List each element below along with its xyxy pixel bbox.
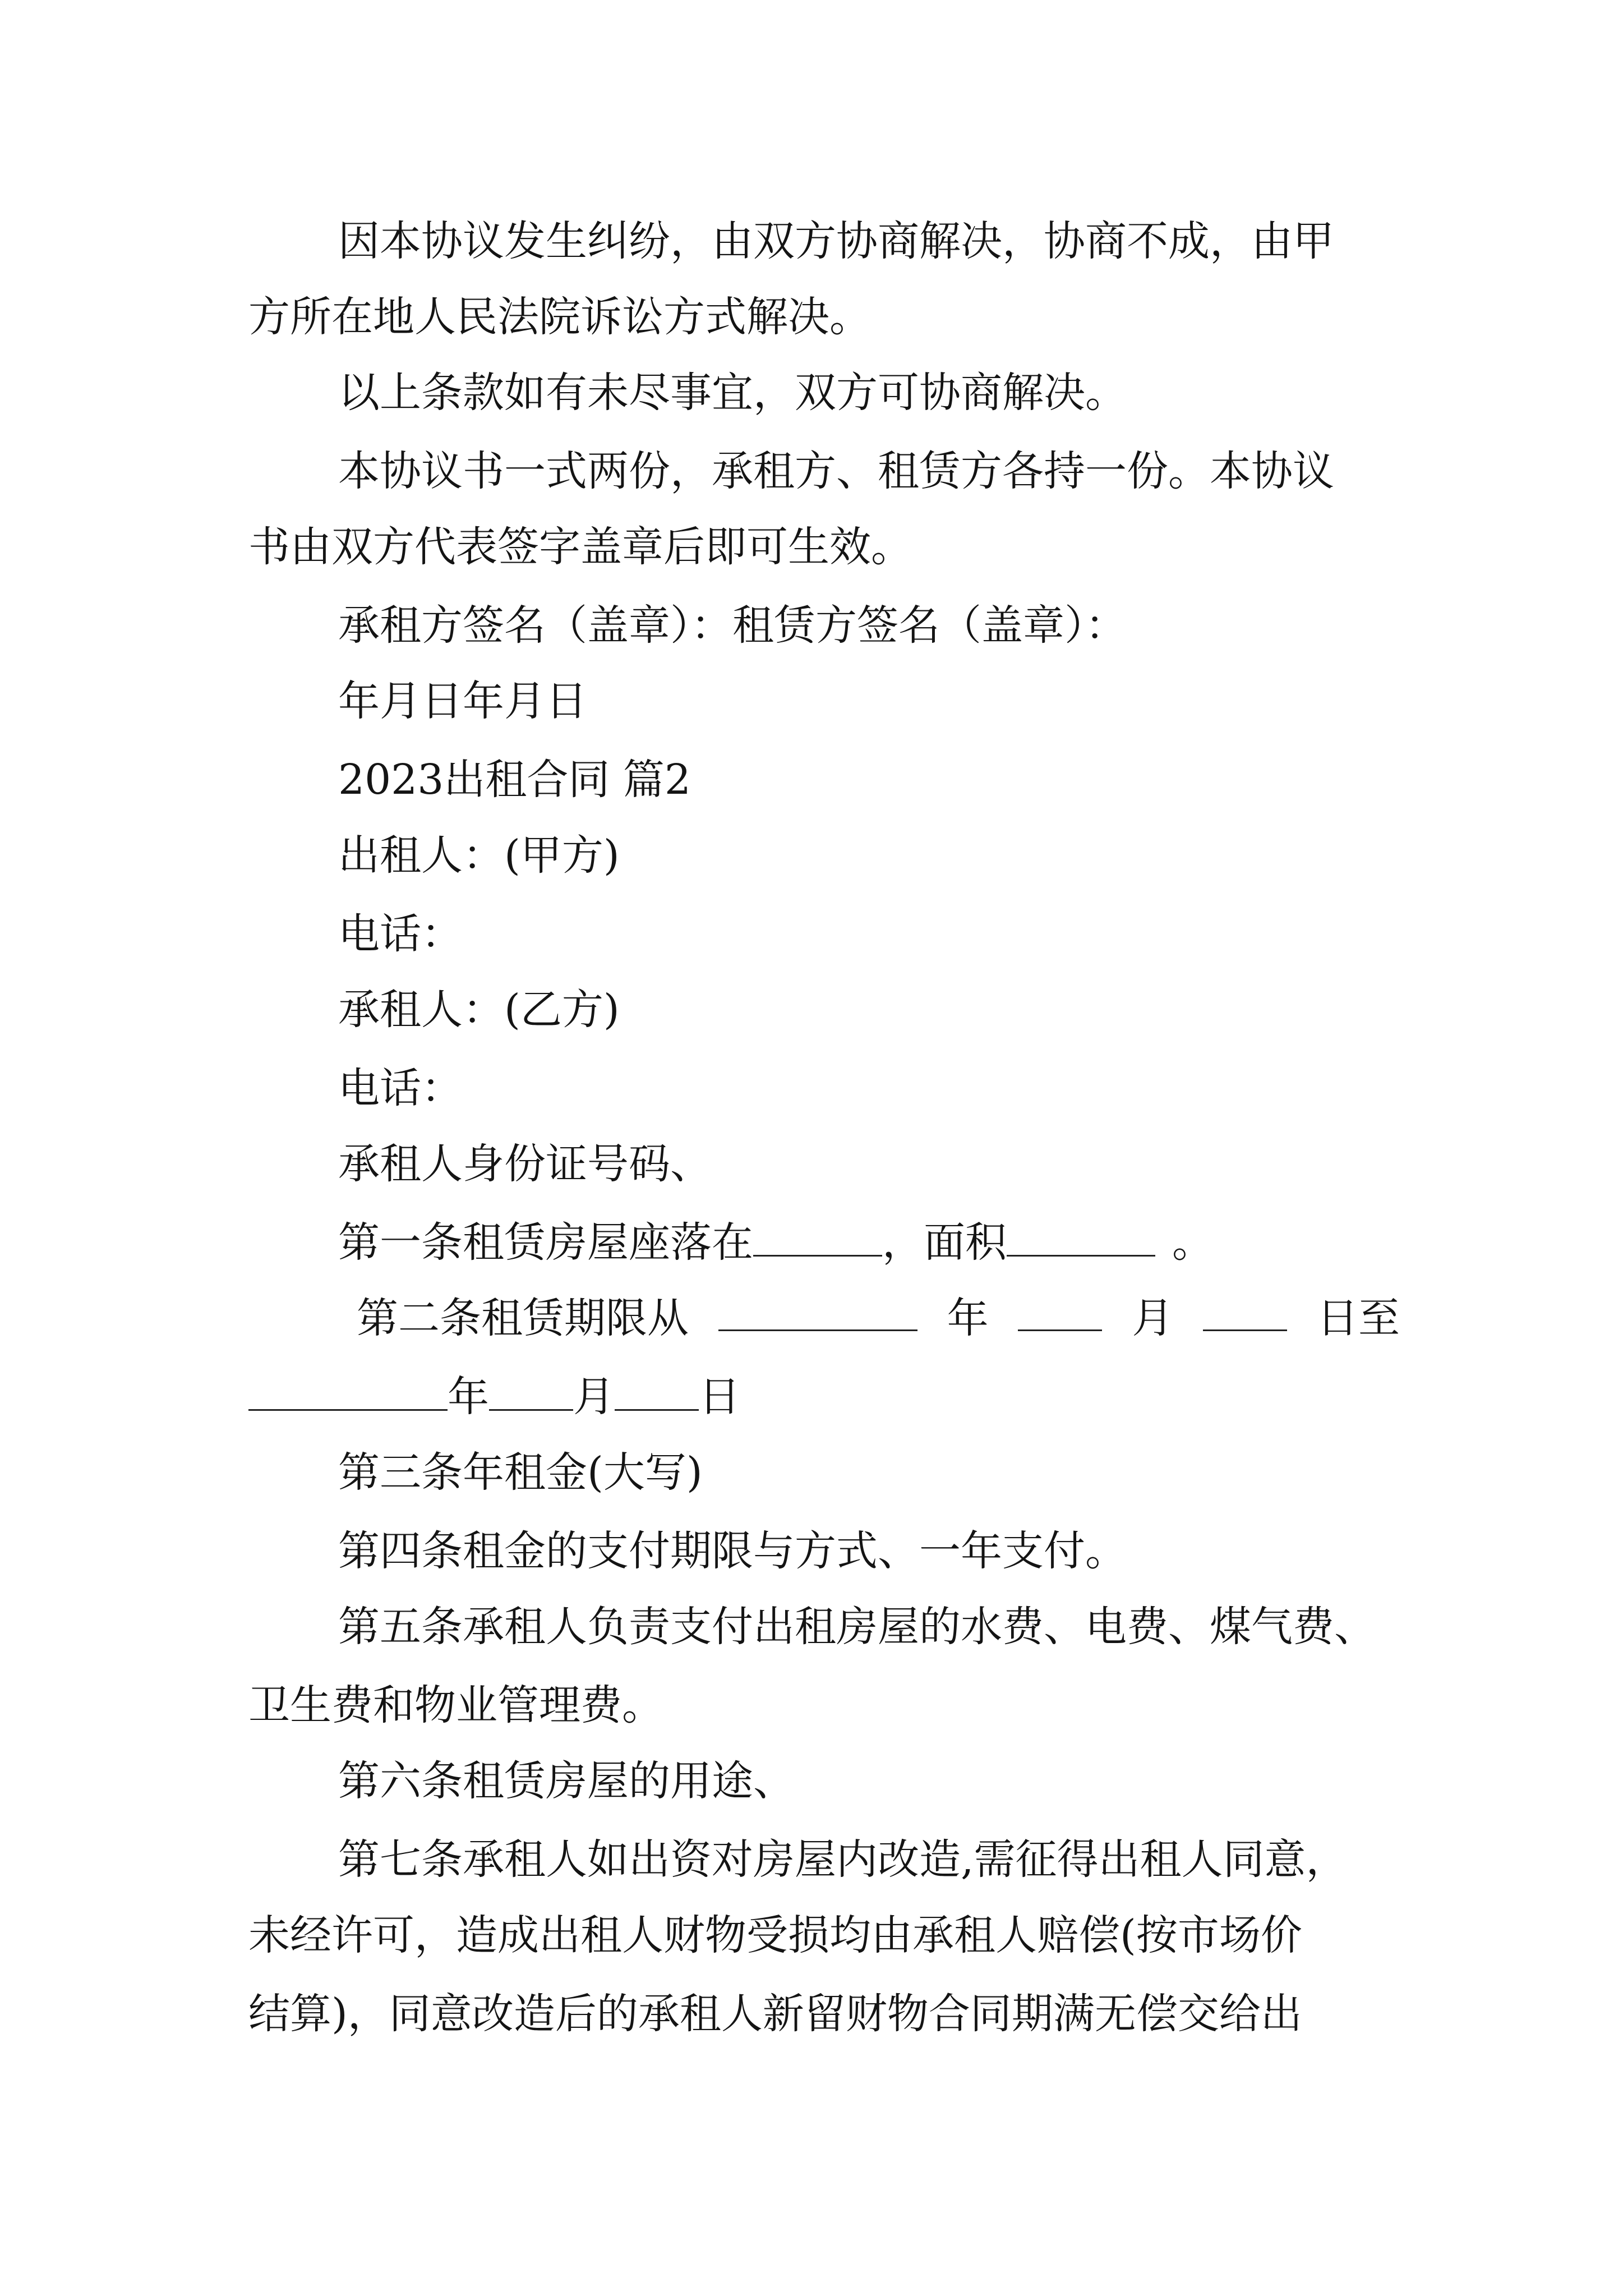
start-month-blank: [1018, 1290, 1102, 1331]
article-7-line3: 结算)，同意改造后的承租人新留财物合同期满无偿交给出: [248, 1990, 1302, 2038]
area-blank: [1007, 1216, 1155, 1257]
start-year-label: 年: [947, 1294, 989, 1342]
location-blank: [753, 1216, 882, 1257]
start-month-label: 月: [1132, 1294, 1174, 1342]
paragraph-dispute-line1: 因本协议发生纠纷，由双方协商解决，协商不成，由甲: [338, 217, 1334, 265]
end-day-label: 日: [699, 1373, 740, 1421]
contract-heading: 2023出租合同 篇2: [338, 756, 691, 804]
paragraph-copies-line1: 本协议书一式两份，承租方、租赁方各持一份。本协议: [338, 447, 1334, 495]
lessee-phone-line: 电话：: [338, 1064, 463, 1112]
lessee-id-line: 承租人身份证号码、: [338, 1140, 712, 1188]
article-7-line2: 未经许可，造成出租人财物受损均由承租人赔偿(按市场价: [248, 1911, 1302, 1959]
article-1-location-label: 第一条租赁房屋座落在: [338, 1218, 753, 1267]
start-day-blank: [1203, 1290, 1287, 1331]
article-6-line: 第六条租赁房屋的用途、: [338, 1757, 795, 1805]
lessor-phone-line: 电话：: [338, 910, 463, 958]
article-5-line1: 第五条承租人负责支付出租房屋的水费、电费、煤气费、: [338, 1603, 1376, 1651]
signature-line: 承租方签名（盖章）：租赁方签名（盖章）：: [338, 601, 1127, 650]
paragraph-unresolved: 以上条款如有未尽事宜，双方可协商解决。: [338, 369, 1127, 417]
end-day-blank: [615, 1370, 699, 1411]
article-3-line: 第三条年租金(大写): [338, 1448, 703, 1497]
date-line: 年月日年月日: [338, 677, 587, 725]
article-4-line: 第四条租金的支付期限与方式、一年支付。: [338, 1527, 1127, 1575]
article-1-end: 。: [1172, 1218, 1214, 1267]
article-2-term-label: 第二条租赁期限从: [357, 1294, 689, 1342]
paragraph-dispute-line2: 方所在地人民法院诉讼方式解决。: [248, 293, 871, 341]
start-year-blank: [718, 1290, 917, 1331]
end-month-label: 月: [573, 1373, 615, 1421]
paragraph-copies-line2: 书由双方代表签字盖章后即可生效。: [248, 523, 912, 571]
start-day-label: 日至: [1316, 1294, 1400, 1342]
article-2-line2: [248, 1369, 740, 1425]
lessee-line: 承租人：(乙方): [338, 986, 620, 1034]
lessor-line: 出租人：(甲方): [338, 831, 620, 880]
article-1-line: [338, 1214, 1214, 1271]
end-month-blank: [489, 1370, 573, 1411]
end-year-label: 年: [448, 1373, 489, 1421]
article-5-line2: 卫生费和物业管理费。: [248, 1681, 663, 1729]
article-1-area-label: ，面积: [882, 1218, 1007, 1267]
article-7-line1: 第七条承租人如出资对房屋内改造,需征得出租人同意，: [338, 1835, 1348, 1884]
article-2-line1: [357, 1290, 1400, 1346]
end-year-blank: [248, 1370, 448, 1411]
